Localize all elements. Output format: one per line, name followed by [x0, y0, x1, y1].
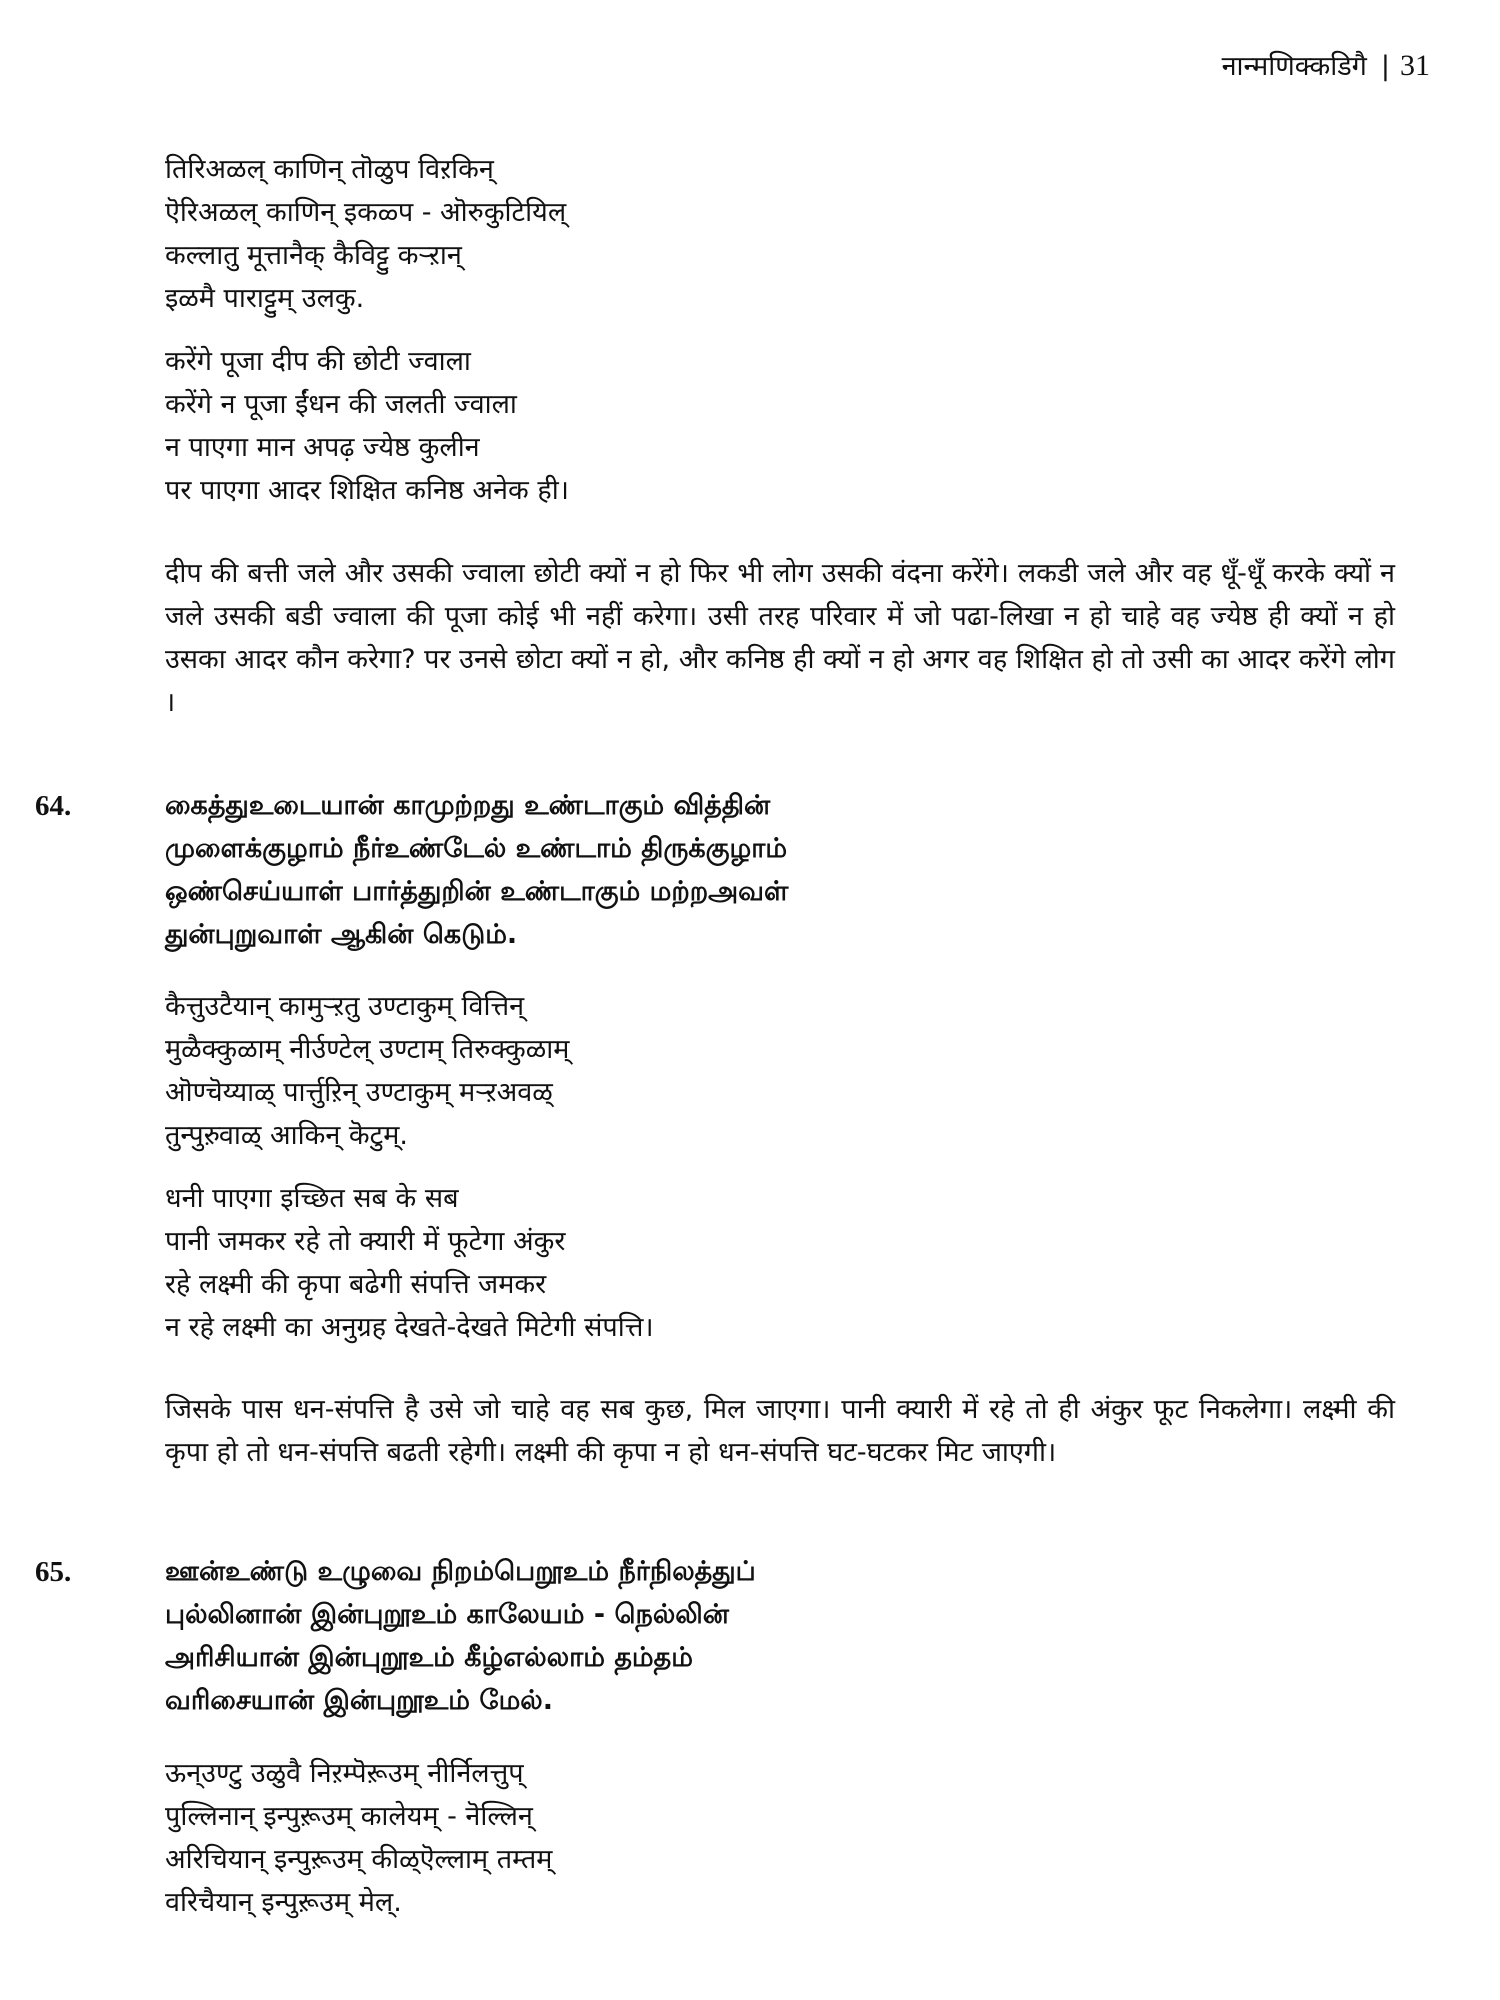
- verse-line: तुन्पुऱुवाळ् आकिन् कॆटुम्.: [165, 1120, 408, 1151]
- verse-line: புல்லினான் இன்புறூஉம் காலேயம் - நெல்லின்: [165, 1599, 729, 1630]
- verse-line: मुळैक्कुळाम् नीर्उण्टेल् उण्टाम् तिरुक्कुळाम्: [165, 1034, 570, 1065]
- verse-line: ஊன்உண்டு உழுவை நிறம்பெறூஉம் நீர்நிலத்துப்: [165, 1556, 756, 1587]
- verse63-explanation: दीप की बत्ती जले और उसकी ज्वाला छोटी क्यों न हो फिर भी लोग उसकी वंदना करेंगे। लकडी जले और वह धूँ-धूँ करके क्यों न जले उसकी बडी ज्वाला की पूजा कोई भी नहीं करेगा। उसी तरह परिवार में जो पढा-लिखा न हो चाहे वह ज्येष्ठ ही क्यों न हो उसका आदर कौन करेगा? पर उनसे छोटा क्यों न हो, और कनिष्ठ ही क्यों न हो अगर वह शिक्षित हो तो उसी का आदर करेंगे लोग ।: [165, 558, 1395, 718]
- verse-line: வரிசையான் இன்புறூஉம் மேல்.: [165, 1685, 553, 1716]
- verse-line: इळमै पाराट्टुम् उलकु.: [165, 283, 365, 314]
- verse-line: तिरिअळल् काणिन् तॊळुप विऱकिन्: [165, 154, 494, 185]
- verse-line: अरिचियान् इन्पुऱूउम् कीळ्ऎल्लाम् तम्तम्: [165, 1844, 553, 1875]
- verse-line: करेंगे न पूजा ईंधन की जलती ज्वाला: [165, 389, 517, 420]
- page-number: 31: [1400, 49, 1430, 82]
- verse64-hindi-verse: [165, 1177, 1395, 1349]
- verse-line: கைத்துஉடையான் காமுற்றது உண்டாகும் வித்தின்: [165, 790, 771, 821]
- header-title: नान्मणिक्कडिगै: [1221, 51, 1367, 82]
- verse63-transliteration: [165, 148, 1395, 320]
- verse-number-65: 65.: [35, 1556, 72, 1588]
- verse63-hindi-verse: [165, 340, 1395, 512]
- verse-line: करेंगे पूजा दीप की छोटी ज्वाला: [165, 346, 471, 377]
- verse-line: कैत्तुउटैयान् कामुऱ्ऱतु उण्टाकुम् वित्तिन्: [165, 991, 525, 1022]
- verse64-transliteration: [165, 985, 1395, 1157]
- verse65-tamil: [165, 1550, 1395, 1722]
- running-header: [1222, 46, 1430, 83]
- verse-line: पर पाएगा आदर शिक्षित कनिष्ठ अनेक ही।: [165, 475, 569, 506]
- verse-line: वरिचैयान् इन्पुऱूउम् मेल्.: [165, 1887, 402, 1918]
- verse-line: न पाएगा मान अपढ़ ज्येष्ठ कुलीन: [165, 432, 480, 463]
- verse-line: ऒण्चॆय्याळ् पार्त्तुऱिन् उण्टाकुम् मऱ्ऱअवळ्: [165, 1077, 553, 1108]
- header-separator: |: [1380, 51, 1390, 82]
- verse-line: धनी पाएगा इच्छित सब के सब: [165, 1183, 459, 1214]
- verse65-transliteration: [165, 1752, 1395, 1924]
- verse-line: पुल्लिनान् इन्पुऱूउम् कालेयम् - नॆल्लिन्: [165, 1801, 533, 1832]
- verse64-explanation: जिसके पास धन-संपत्ति है उसे जो चाहे वह सब कुछ, मिल जाएगा। पानी क्यारी में रहे तो ही अंकुर फूट निकलेगा। लक्ष्मी की कृपा हो तो धन-संपत्ति बढती रहेगी। लक्ष्मी की कृपा न हो धन-संपत्ति घट-घटकर मिट जाएगी।: [165, 1394, 1395, 1468]
- verse-line: துன்புறுவாள் ஆகின் கெடும்.: [165, 919, 518, 950]
- verse-line: कल्लातु मूत्तानैक् कैविट्टु कऱ्ऱान्: [165, 240, 462, 271]
- verse-number-64: 64.: [35, 790, 72, 822]
- verse64-tamil: [165, 784, 1395, 956]
- verse-line: அரிசியான் இன்புறூஉம் கீழ்எல்லாம் தம்தம்: [165, 1642, 693, 1673]
- verse-line: रहे लक्ष्मी की कृपा बढेगी संपत्ति जमकर: [165, 1269, 547, 1300]
- verse-line: पानी जमकर रहे तो क्यारी में फूटेगा अंकुर: [165, 1226, 566, 1257]
- verse-line: முளைக்குழாம் நீர்உண்டேல் உண்டாம் திருக்குழாம்: [165, 833, 788, 864]
- verse-line: ஒண்செய்யாள் பார்த்துறின் உண்டாகும் மற்றஅவள்: [165, 876, 789, 907]
- verse-line: न रहे लक्ष्मी का अनुग्रह देखते-देखते मिटेगी संपत्ति।: [165, 1312, 654, 1343]
- verse-line: ऊन्उण्टु उळुवै निऱम्पॆऱूउम् नीर्निलत्तुप्: [165, 1758, 524, 1789]
- verse-line: ऎरिअळल् काणिन् इकळ्प - ऒरुकुटियिल्: [165, 197, 567, 228]
